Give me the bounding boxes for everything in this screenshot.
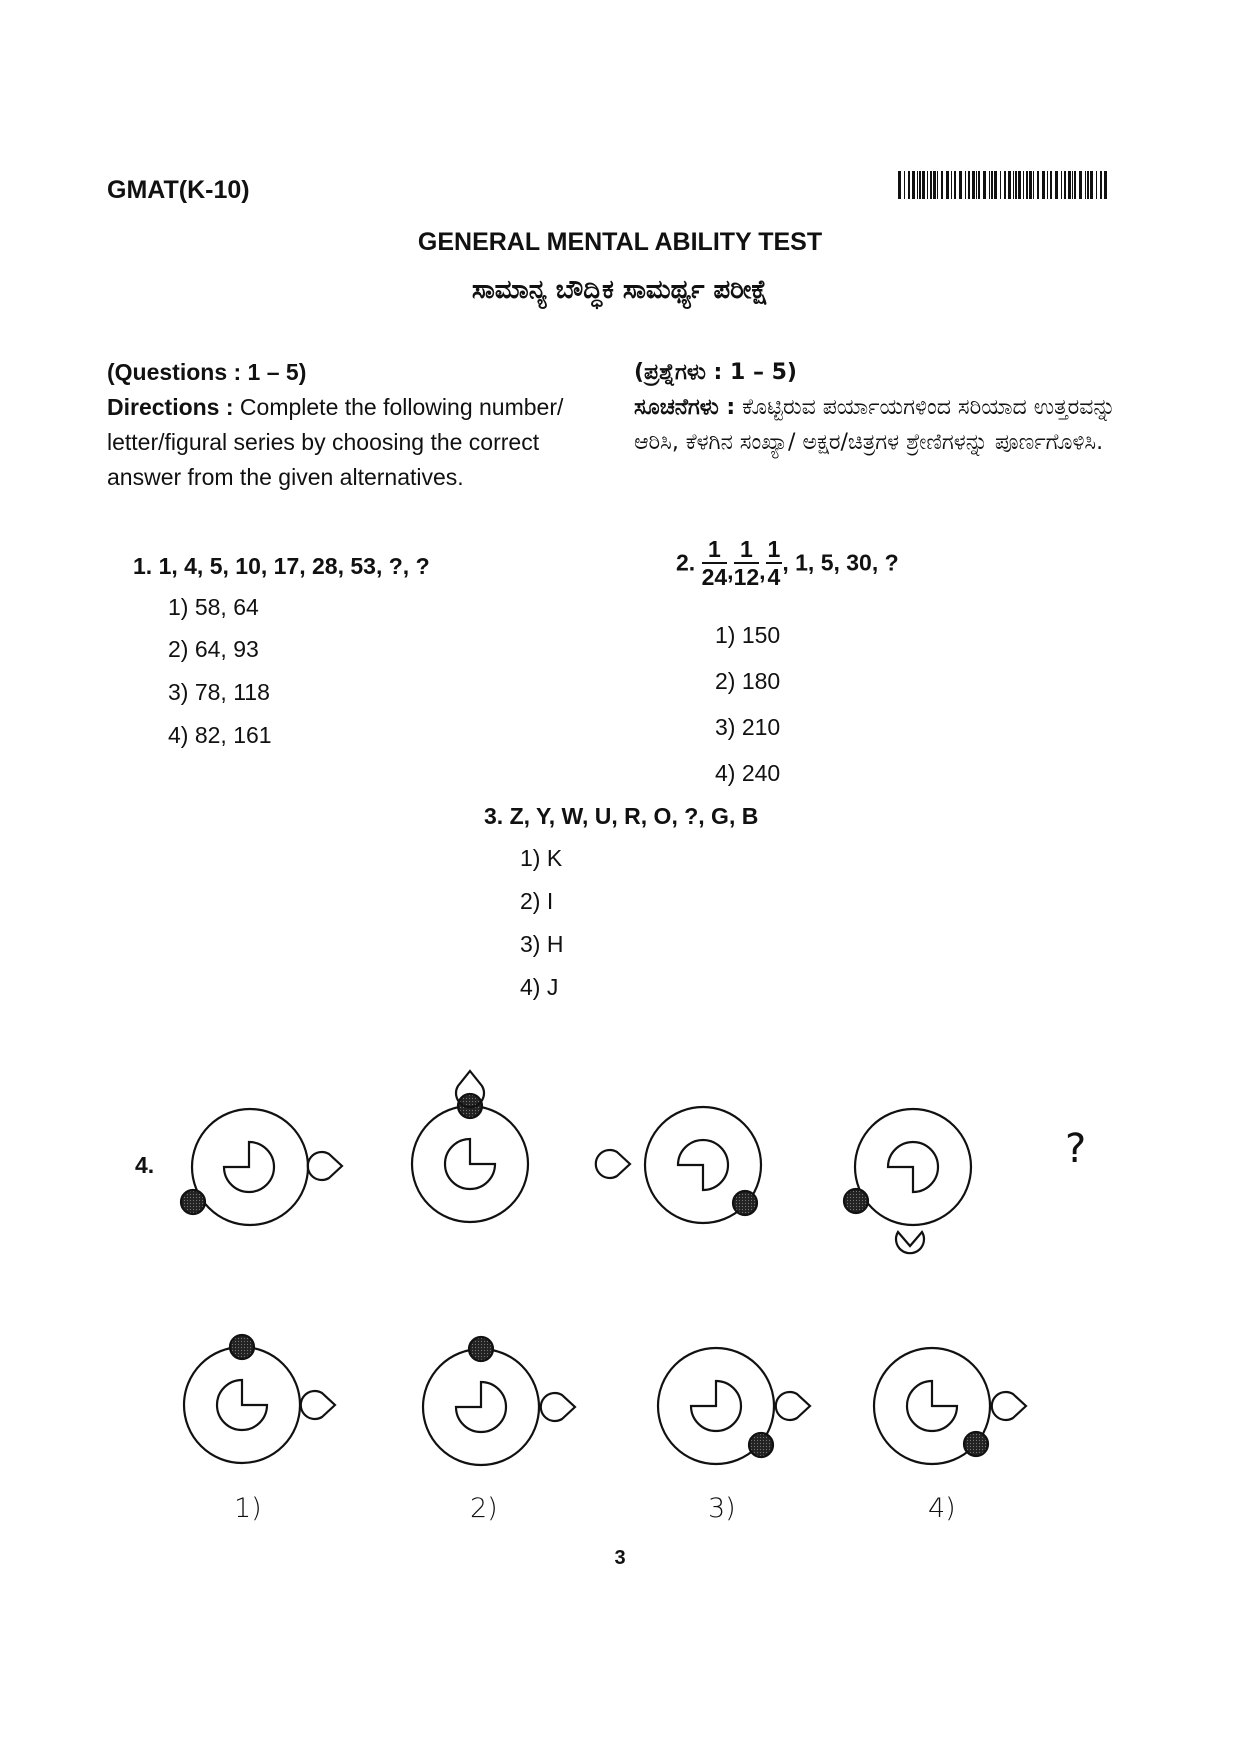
question-1-option-1[interactable]: 1) 58, 64	[168, 594, 259, 620]
test-title-kannada: ಸಾಮಾನ್ಯ ಬೌದ್ಧಿಕ ಸಾಮರ್ಥ್ಯ ಪರೀಕ್ಷೆ	[471, 275, 769, 305]
question-3-option-2[interactable]: 2) I	[520, 888, 554, 914]
question-2-option-4[interactable]: 4) 240	[715, 760, 781, 786]
problem-figure-4	[844, 1109, 971, 1253]
question-2-stem: 2. $\frac{1}{24}$ , $\frac{1}{12}$ , $\frac{1}{4}$ , 1, 5, 30, ?	[676, 536, 899, 590]
figure-series	[0, 1040, 1240, 1520]
paper-code: GMAT(K-10)	[107, 176, 250, 204]
question-4-number: 4.	[135, 1152, 155, 1178]
question-3-stem: 3. Z, Y, W, U, R, O, ?, G, B	[484, 803, 759, 829]
question-3-option-4[interactable]: 4) J	[520, 974, 559, 1000]
directions-label-kannada: ಸೂಚನೆಗಳು :	[634, 395, 736, 420]
barcode	[898, 171, 1110, 199]
test-title-english: GENERAL MENTAL ABILITY TEST	[417, 228, 823, 256]
question-range-kannada: (ಪ್ರಶ್ನೆಗಳು : 1 – 5)	[634, 360, 797, 385]
question-2-number: 2.	[676, 549, 696, 576]
answer-figure-1	[184, 1335, 335, 1463]
directions-text-kannada: ಕೊಟ್ಟಿರುವ ಪರ್ಯಾಯಗಳಿಂದ ಸರಿಯಾದ ಉತ್ತರವನ್ನು ಆರಿಸಿ, ಕೆಳಗಿನ ಸಂಖ್ಯಾ/ ಅಕ್ಷರ/ಚಿತ್ರಗಳ ಶ್ರೇಣಿಗಳನ್ನು ಪೂರ್ಣಗೊಳಿಸಿ.	[634, 395, 1116, 455]
question-2-option-3[interactable]: 3) 210	[715, 714, 781, 740]
answer-figure-1-label[interactable]: 1)	[234, 1493, 262, 1524]
question-2-option-1[interactable]: 1) 150	[715, 622, 781, 648]
page-number: 3	[614, 1547, 626, 1569]
answer-figure-3	[658, 1348, 810, 1464]
directions-english	[107, 355, 597, 495]
answer-figure-3-label[interactable]: 3)	[708, 1493, 736, 1524]
answer-figure-2-label[interactable]: 2)	[470, 1493, 498, 1524]
question-2-rest: , 1, 5, 30, ?	[782, 549, 899, 576]
problem-figure-2	[412, 1071, 528, 1222]
question-1-option-2[interactable]: 2) 64, 93	[168, 636, 259, 662]
answer-figure-4-label[interactable]: 4)	[928, 1493, 956, 1524]
fraction-1: $\frac{1}{24}$	[701, 536, 728, 590]
question-3-option-1[interactable]: 1) K	[520, 845, 563, 871]
question-1-option-4[interactable]: 4) 82, 161	[168, 722, 272, 748]
problem-figure-1	[181, 1109, 342, 1225]
fraction-3: $\frac{1}{4}$	[767, 536, 781, 590]
question-1-stem: 1. 1, 4, 5, 10, 17, 28, 53, ?, ?	[133, 553, 430, 579]
directions-text: Complete the following number/ letter/figural series by choosing the correct answer from the given alternatives.	[107, 394, 564, 490]
fraction-2: $\frac{1}{12}$	[733, 536, 760, 590]
question-2-option-2[interactable]: 2) 180	[715, 668, 781, 694]
question-3-option-3[interactable]: 3) H	[520, 931, 564, 957]
directions-label: Directions :	[107, 394, 234, 420]
question-1-option-3[interactable]: 3) 78, 118	[168, 679, 270, 705]
question-range: (Questions : 1 – 5)	[107, 359, 307, 385]
unknown-figure-mark: ?	[1065, 1126, 1087, 1172]
problem-figure-3	[596, 1107, 761, 1223]
directions-kannada	[634, 355, 1134, 460]
answer-figure-4	[874, 1348, 1026, 1464]
answer-figure-2	[423, 1337, 575, 1465]
